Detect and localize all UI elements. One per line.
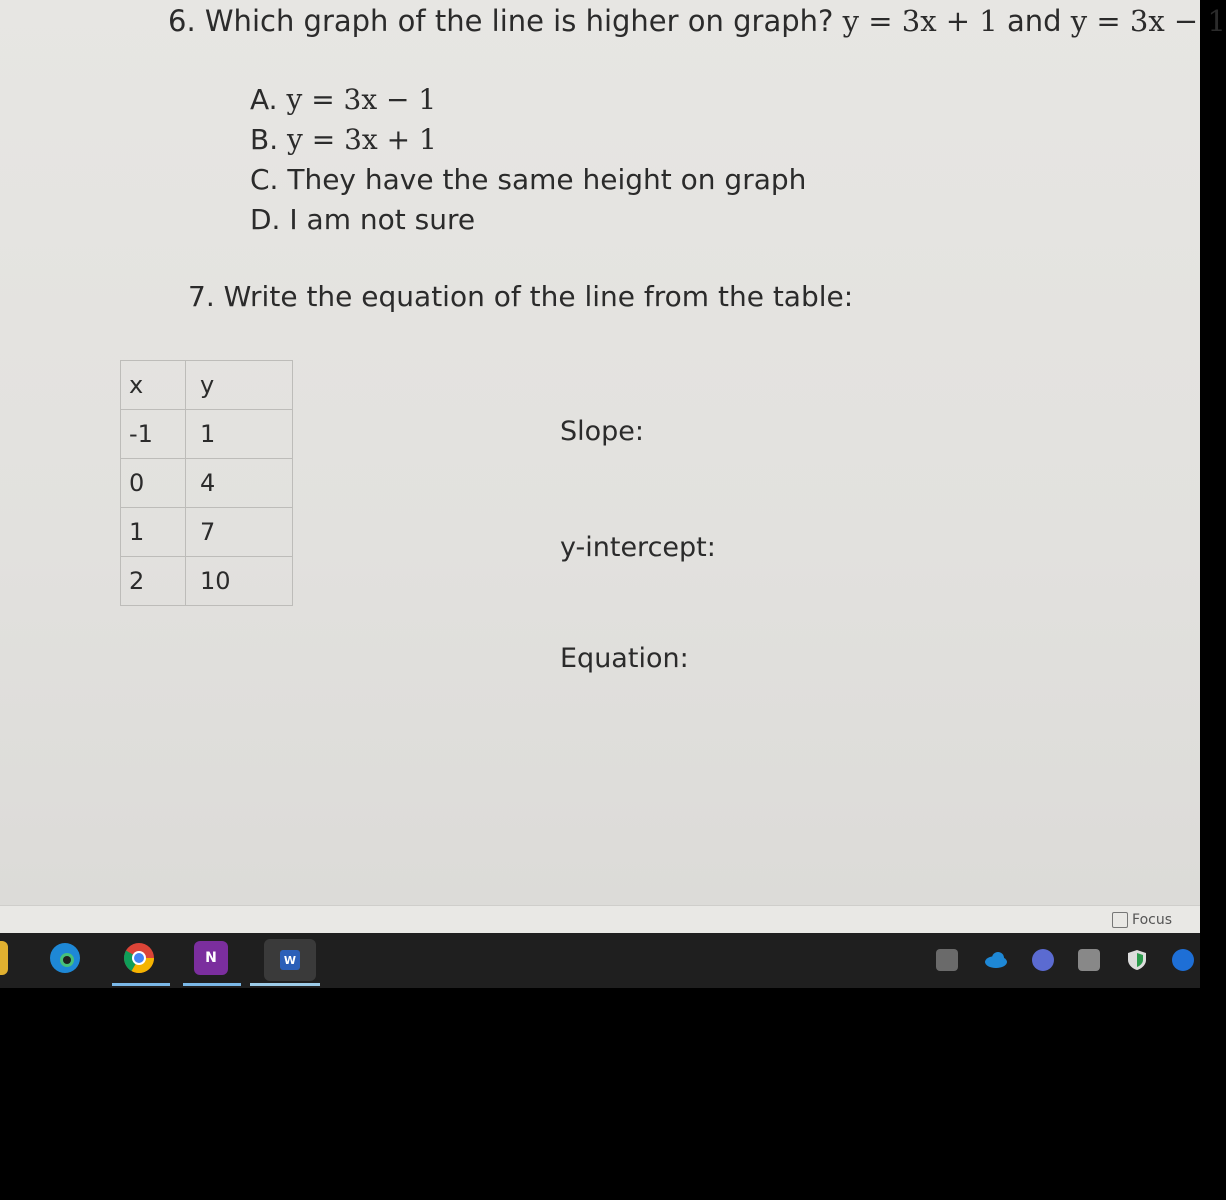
table-row — [121, 410, 293, 459]
question-6-options — [250, 80, 806, 240]
option-d: D. I am not sure — [250, 203, 476, 236]
question-7-prompt: 7. Write the equation of the line from the table: — [188, 280, 854, 313]
table-row — [121, 508, 293, 557]
table-cell: 0 — [121, 459, 186, 508]
taskbar — [0, 933, 1200, 988]
focus-icon — [1112, 912, 1128, 928]
monitor-bezel — [0, 988, 1200, 1200]
question-6-equation-2: y = 3x − 1 — [1070, 4, 1226, 38]
option-a: A. y = 3x − 1 — [250, 83, 437, 116]
table-row — [121, 459, 293, 508]
status-strip — [0, 905, 1200, 934]
onenote-icon[interactable]: N — [194, 941, 228, 975]
chrome-active-indicator — [183, 983, 241, 986]
table-cell: -1 — [121, 410, 186, 459]
slope-label: Slope: — [560, 416, 645, 447]
table-header-x: x — [121, 361, 186, 410]
option-b: B. y = 3x + 1 — [250, 123, 437, 156]
table-header-y: y — [186, 361, 293, 410]
word-active-indicator — [250, 983, 320, 986]
language-icon[interactable] — [936, 949, 958, 971]
network-icon[interactable] — [1078, 949, 1100, 971]
edge-icon[interactable] — [48, 941, 82, 975]
table-cell: 7 — [186, 508, 293, 557]
table-cell: 10 — [186, 557, 293, 606]
edge-active-indicator — [112, 983, 170, 986]
folder-icon[interactable] — [0, 941, 8, 975]
table-cell: 1 — [186, 410, 293, 459]
chrome-icon[interactable] — [122, 941, 156, 975]
equation-label: Equation: — [560, 643, 689, 674]
xy-table — [120, 360, 293, 606]
table-cell: 2 — [121, 557, 186, 606]
table-header-row — [121, 361, 293, 410]
table-row — [121, 557, 293, 606]
bluetooth-icon[interactable] — [1172, 949, 1194, 971]
option-c: C. They have the same height on graph — [250, 163, 807, 196]
security-shield-icon[interactable] — [1126, 949, 1148, 971]
question-6-prefix: 6. Which graph of the line is higher on graph? — [168, 4, 843, 38]
word-icon: W — [280, 950, 300, 970]
table-cell: 1 — [121, 508, 186, 557]
table-cell: 4 — [186, 459, 293, 508]
question-6-mid: and — [997, 4, 1071, 38]
word-button[interactable] — [264, 939, 316, 981]
question-6-equation-1: y = 3x + 1 — [842, 4, 998, 38]
focus-label: Focus — [1132, 912, 1172, 928]
y-intercept-label: y-intercept: — [560, 532, 716, 563]
teams-icon[interactable] — [1032, 949, 1054, 971]
focus-button[interactable] — [1112, 912, 1172, 928]
question-6 — [168, 4, 1226, 38]
onedrive-icon[interactable] — [984, 949, 1006, 971]
